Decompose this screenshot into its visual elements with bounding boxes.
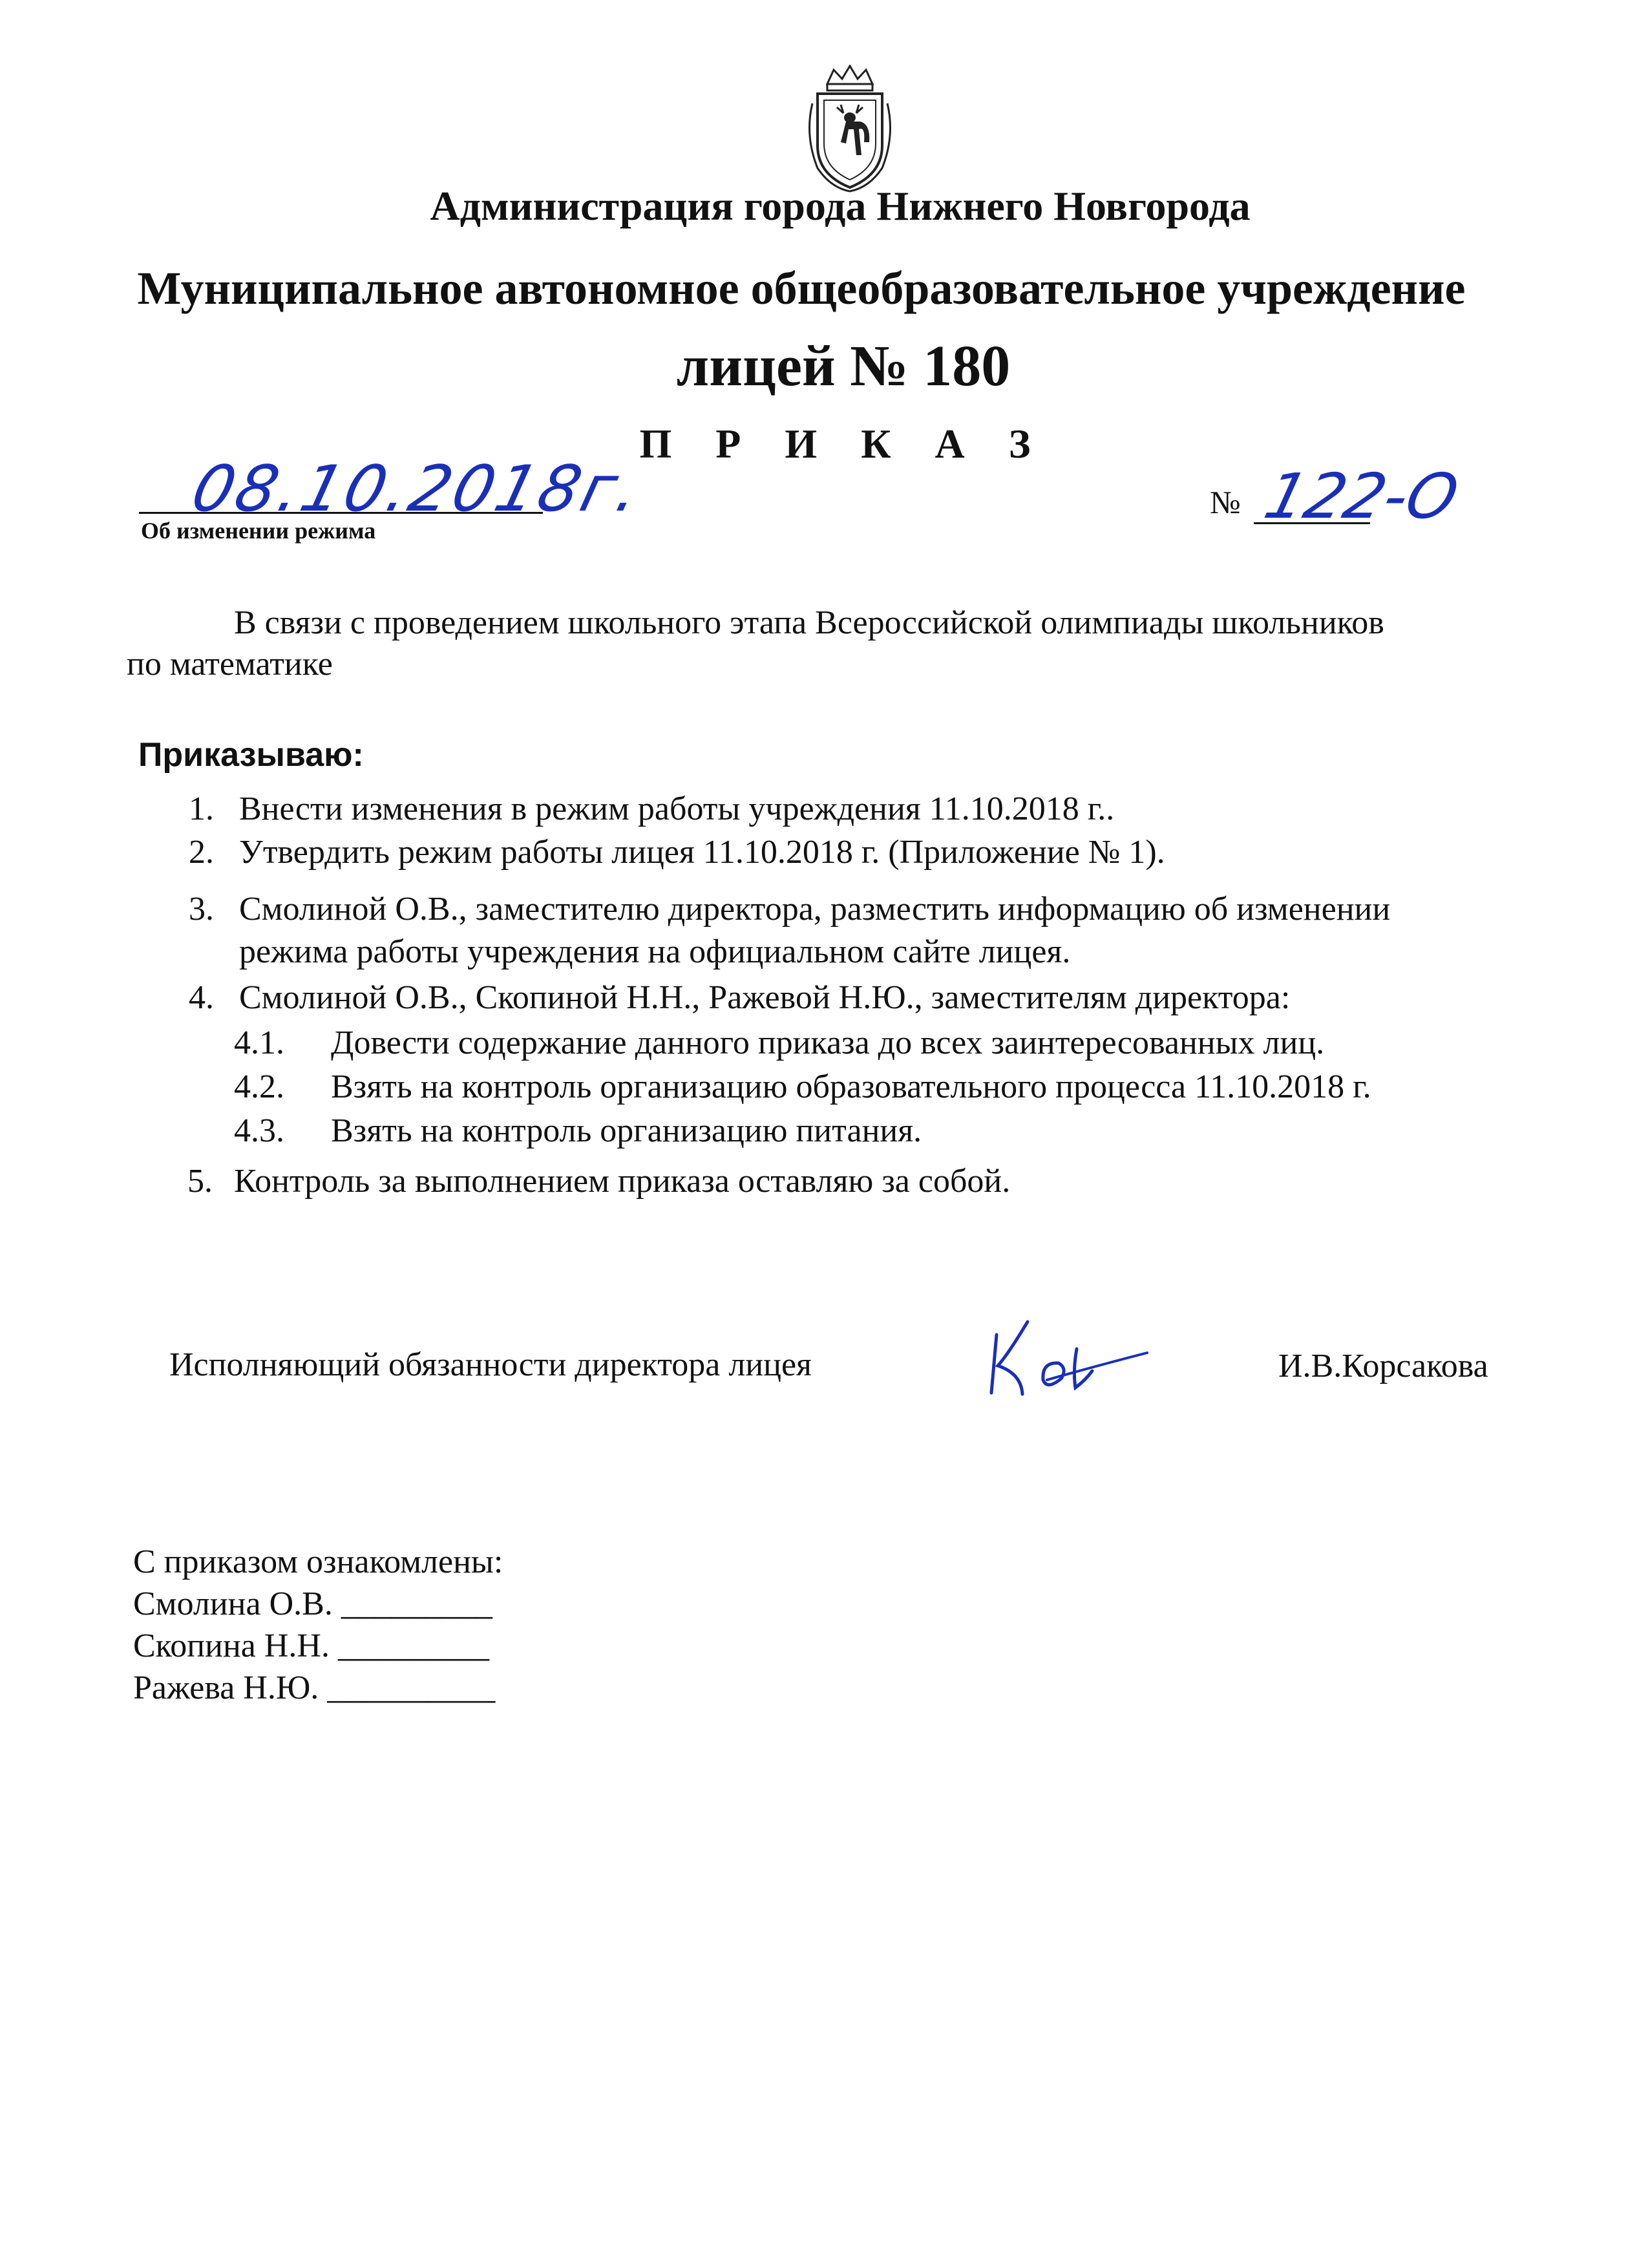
- preamble-line-1: В связи с проведением школьного этапа Всероссийской олимпиады школьников: [234, 604, 1384, 641]
- item-text: режима работы учреждения на официальном сайте лицея.: [239, 933, 1071, 970]
- list-item: [0, 789, 1648, 830]
- subitem-text: Взять на контроль организацию питания.: [331, 1112, 922, 1149]
- number-underline: [1254, 522, 1370, 524]
- item-number: 2.: [189, 834, 214, 871]
- item-text: Смолиной О.В., заместителю директора, разместить информацию об изменении: [239, 891, 1391, 927]
- acknowledgement-signature-line: _________: [337, 1627, 489, 1664]
- list-item: [0, 832, 1648, 873]
- acknowledgement-signature-line: _________: [341, 1585, 492, 1622]
- acknowledgement-row: [133, 1626, 489, 1667]
- list-item: [0, 977, 1648, 1019]
- sub-list-item: [0, 1110, 1648, 1152]
- subitem-text: Взять на контроль организацию образовательного процесса 11.10.2018 г.: [331, 1068, 1371, 1105]
- item-text: Внести изменения в режим работы учреждения 11.10.2018 г..: [239, 790, 1115, 827]
- preamble-line-2: по математике: [127, 646, 333, 683]
- item-text: Смолиной О.В., Скопиной Н.Н., Ражевой Н.Ю., заместителям директора:: [239, 979, 1291, 1016]
- item-number: 5.: [187, 1163, 213, 1200]
- school-name-line2: лицей № 180: [676, 334, 1011, 398]
- order-verb: Приказываю:: [138, 736, 364, 774]
- acknowledgement-title: С приказом ознакомлены:: [133, 1543, 503, 1580]
- signatory-position: Исполняющий обязанности директора лицея: [169, 1346, 812, 1383]
- date-underline: [139, 512, 543, 514]
- acknowledgement-name: Ражева Н.Ю.: [133, 1669, 319, 1706]
- administration-title: Администрация города Нижнего Новгорода: [430, 183, 1251, 229]
- signatory-name: И.В.Корсакова: [1278, 1348, 1488, 1384]
- acknowledgement-row: [133, 1668, 495, 1709]
- school-name-line1: Муниципальное автономное общеобразовательное учреждение: [137, 262, 1466, 314]
- subitem-text: Довести содержание данного приказа до всех заинтересованных лиц.: [331, 1024, 1325, 1061]
- signature-icon: [982, 1309, 1150, 1406]
- subitem-number: 4.1.: [234, 1024, 284, 1061]
- acknowledgement-name: Скопина Н.Н.: [133, 1627, 330, 1664]
- list-item: [0, 1161, 1648, 1202]
- subitem-number: 4.3.: [234, 1112, 284, 1149]
- order-number-handwritten: 122-О: [1258, 460, 1466, 533]
- item-text: Контроль за выполнением приказа оставляю за собой.: [234, 1163, 1011, 1200]
- subitem-number: 4.2.: [234, 1068, 284, 1105]
- acknowledgement-row: [133, 1584, 492, 1625]
- order-date-handwritten: 08.10.2018г.: [184, 452, 650, 526]
- order-title: П Р И К А З: [639, 421, 1048, 467]
- number-sign: №: [1210, 484, 1241, 520]
- list-item: [0, 889, 1648, 973]
- sub-list-item: [0, 1066, 1648, 1108]
- order-subject: Об изменении режима: [141, 518, 376, 544]
- item-number: 4.: [189, 979, 214, 1016]
- item-number: 3.: [189, 891, 214, 927]
- item-number: 1.: [189, 790, 214, 827]
- sub-list-item: [0, 1023, 1648, 1064]
- item-text: Утвердить режим работы лицея 11.10.2018 г. (Приложение № 1).: [239, 834, 1165, 871]
- acknowledgement-name: Смолина О.В.: [133, 1585, 333, 1622]
- coat-of-arms-icon: [798, 65, 902, 194]
- acknowledgement-signature-line: __________: [327, 1669, 496, 1706]
